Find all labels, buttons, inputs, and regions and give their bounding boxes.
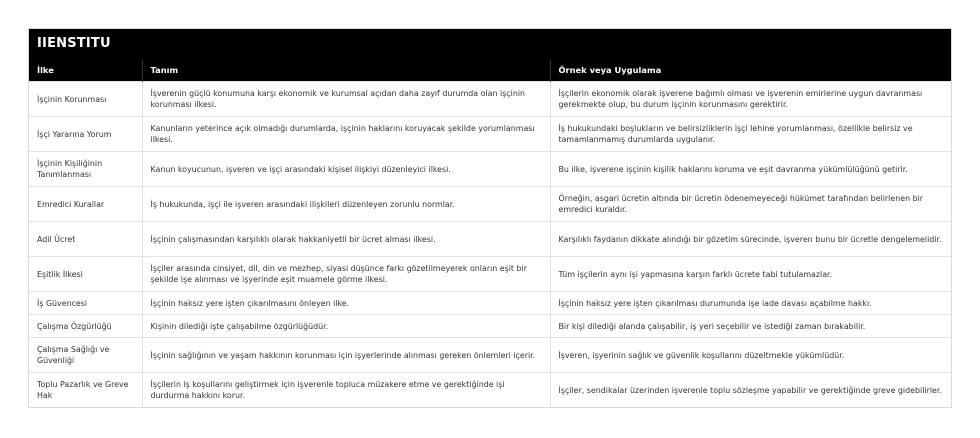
cell-principle: Adil Ücret: [29, 222, 142, 257]
cell-definition: İşçinin sağlığının ve yaşam hakkının korunması için işyerlerinde alınması gereken önlemleri içerir.: [142, 338, 550, 373]
cell-principle: Çalışma Sağlığı ve Güvenliği: [29, 338, 142, 373]
cell-definition: Kişinin dilediği işte çalışabilme özgürlüğüdür.: [142, 315, 550, 338]
cell-principle: İşçinin Kişiliğinin Tanımlanması: [29, 152, 142, 187]
table-row: [29, 292, 951, 315]
cell-definition: İşçiler arasında cinsiyet, dil, din ve mezhep, siyasi düşünce farkı gözetilmeyerek onların eşit bir şekilde işe alınması ve işyerinde eşit muamele görme ilkesi.: [142, 257, 550, 292]
cell-principle: İşçinin Korunması: [29, 82, 142, 117]
table-row: [29, 152, 951, 187]
header-principle: İlke: [29, 59, 142, 82]
content-table-card: [28, 28, 952, 408]
table-row: [29, 315, 951, 338]
header-definition: Tanım: [142, 59, 550, 82]
table-row: [29, 82, 951, 117]
cell-definition: İş hukukunda, işçi ile işveren arasındaki ilişkileri düzenleyen zorunlu normlar.: [142, 187, 550, 222]
table-row: [29, 338, 951, 373]
cell-definition: İşçinin haksız yere işten çıkarılmasını önleyen ilke.: [142, 292, 550, 315]
cell-principle: İşçi Yararına Yorum: [29, 117, 142, 152]
table-row: [29, 117, 951, 152]
table-row: [29, 373, 951, 408]
cell-principle: Toplu Pazarlık ve Greve Hak: [29, 373, 142, 408]
cell-principle: Eşitlik İlkesi: [29, 257, 142, 292]
header-example: Örnek veya Uygulama: [550, 59, 951, 82]
cell-example: İşçilerin ekonomik olarak işverene bağımlı olması ve işverenin emirlerine uygun davranması gerekmekte olup, bu durum işçinin korunmasını gerektirir.: [550, 82, 951, 117]
table-row: [29, 257, 951, 292]
cell-definition: İşverenin güçlü konumuna karşı ekonomik ve kurumsal açıdan daha zayıf durumda olan işçinin korunması ilkesi.: [142, 82, 550, 117]
cell-example: Örneğin, asgari ücretin altında bir ücretin ödenemeyeceği hükümet tarafından belirlenen bir emredici kuraldır.: [550, 187, 951, 222]
cell-example: İşçiler, sendikalar üzerinden işverenle toplu sözleşme yapabilir ve gerektiğinde greve gidebilirler.: [550, 373, 951, 408]
cell-definition: Kanunların yeterince açık olmadığı durumlarda, işçinin haklarını koruyacak şekilde yorumlanması ilkesi.: [142, 117, 550, 152]
brand-title: IIENSTITU: [29, 29, 951, 59]
cell-example: İş hukukundaki boşlukların ve belirsizliklerin işçi lehine yorumlanması, özellikle belirsiz ve tamamlanmamış durumlarda uygulanır.: [550, 117, 951, 152]
cell-principle: Emredici Kurallar: [29, 187, 142, 222]
table-row: [29, 187, 951, 222]
cell-principle: İş Güvencesi: [29, 292, 142, 315]
cell-definition: Kanun koyucunun, işveren ve işçi arasındaki kişisel ilişkiyi düzenleyici ilkesi.: [142, 152, 550, 187]
table-row: [29, 222, 951, 257]
cell-example: İşçinin haksız yere işten çıkarılması durumunda işe iade davası açabilme hakkı.: [550, 292, 951, 315]
cell-principle: Çalışma Özgürlüğü: [29, 315, 142, 338]
cell-example: Karşılıklı faydanın dikkate alındığı bir gözetim sürecinde, işveren bunu bir ücretle dengelemelidir.: [550, 222, 951, 257]
cell-definition: İşçinin çalışmasından karşılıklı olarak hakkaniyetli bir ücret alması ilkesi.: [142, 222, 550, 257]
cell-example: Bu ilke, işverene işçinin kişilik haklarını koruma ve eşit davranma yükümlülüğünü getirir.: [550, 152, 951, 187]
cell-definition: İşçilerin iş koşullarını geliştirmek için işverenle topluca müzakere etme ve gerektiğinde işi durdurma hakkını korur.: [142, 373, 550, 408]
cell-example: İşveren, işyerinin sağlık ve güvenlik koşullarını düzeltmekle yükümlüdür.: [550, 338, 951, 373]
table-header-row: [29, 59, 951, 82]
cell-example: Tüm işçilerin aynı işi yapmasına karşın farklı ücrete tabi tutulamazlar.: [550, 257, 951, 292]
principles-table: [29, 59, 951, 407]
cell-example: Bir kişi dilediği alanda çalışabilir, iş yeri seçebilir ve istediği zaman bırakabilir.: [550, 315, 951, 338]
